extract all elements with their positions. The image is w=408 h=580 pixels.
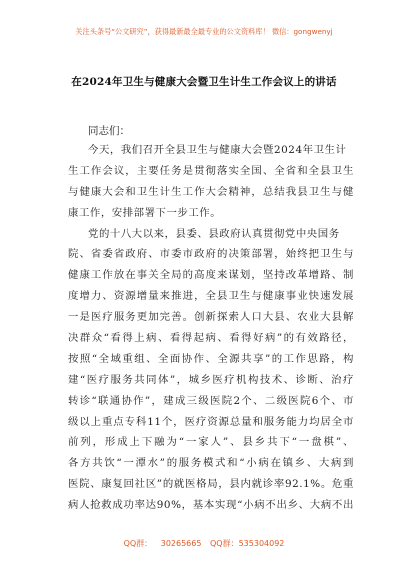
body-line: 与健康大会和卫生计生工作大会精神，总结我县卫生与健 [68,185,354,198]
body-line: 今天，我们召开全县卫生与健康大会暨2024年卫生计 [88,144,347,156]
body-line: 康工作，安排部署下一步工作。 [68,206,222,219]
body-line: 按照“全域重组、全面协作、全源共享”的工作思路，构 [68,352,354,365]
salutation: 同志们： [88,125,130,137]
body-line: 一是医疗服务更加完善。创新探索人口大县、农业大县解 [68,311,354,324]
body-line: 医院、康复回社区”的就医格局，县内就诊率92.1%。危重 [68,478,354,491]
header-note: 关注头条号“公文研究”，获得最新最全最专业的公文资料库！ 微信：gongwenyj [75,27,333,36]
body-line: 党的十八大以来，县委、县政府认真贯彻党中央国务 [88,227,340,240]
body-line: 度增力、资源增量来推进，全县卫生与健康事业快速发展 [68,290,354,303]
body-line: 各方共饮“一潭水”的服务模式和“小病在镇乡、大病到 [68,457,354,470]
body-line: 转诊“联通协作”，建成三级医院2个、二级医院6个、市 [68,394,354,407]
document-title: 在2024年卫生与健康大会暨卫生计生工作会议上的讲话 [71,76,337,88]
body-line: 病人抢救成功率达90%，基本实现“小病不出乡、大病不出 [68,499,354,512]
body-line: 建“医疗服务共同体”，城乡医疗机构技术、诊断、治疗 [68,373,354,386]
body-text [68,140,354,516]
body-line: 健康工作放在事关全局的高度来谋划，坚持改革增路、制 [68,269,354,282]
body-line: 生工作会议，主要任务是贯彻落实全国、全省和全县卫生 [68,164,354,177]
body-line: 院、省委省政府、市委市政府的决策部署，始终把卫生与 [68,248,354,261]
body-line: 前列，形成上下融为“一家人”、县乡共下“一盘棋”、 [68,436,354,449]
body-line: 决群众“看得上病、看得起病、看得好病”的有效路径， [68,332,354,345]
footer-note: QQ群： 30265665 QQ群：535304092 [123,539,285,548]
body-line: 级以上重点专科11个，医疗资源总量和服务能力均居全市 [68,415,354,428]
